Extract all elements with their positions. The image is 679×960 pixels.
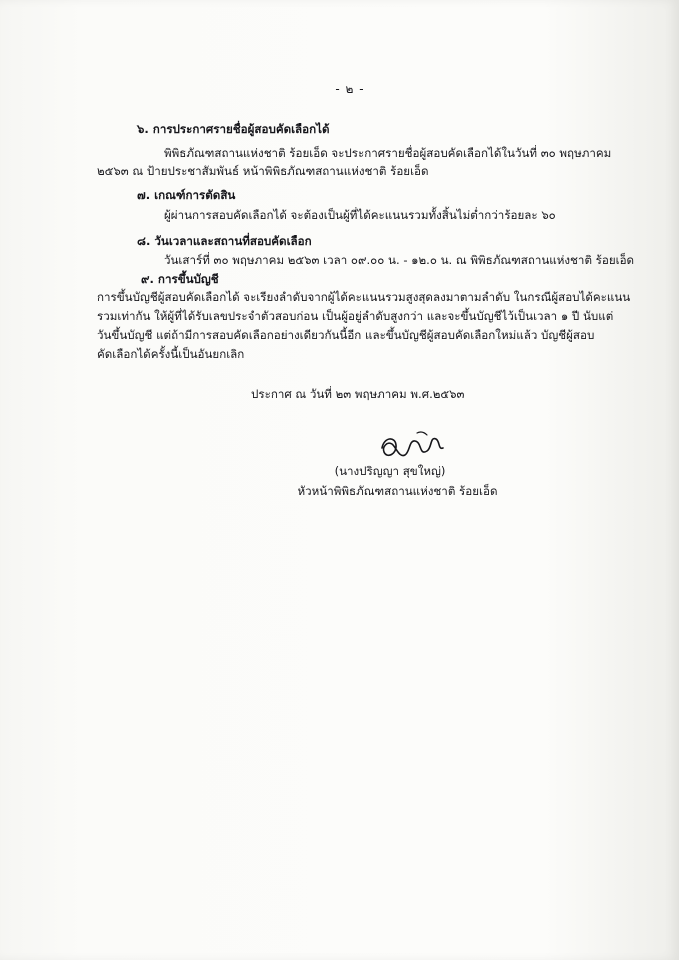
section-9-line-4: คัดเลือกได้ครั้งนี้เป็นอันยกเลิก xyxy=(97,347,245,361)
section-9-heading: ๙. การขึ้นบัญชี xyxy=(141,272,219,286)
announcement-date: ประกาศ ณ วันที่ ๒๓ พฤษภาคม พ.ศ.๒๕๖๓ xyxy=(251,387,465,401)
handwritten-signature xyxy=(372,423,452,465)
section-6-heading: ๖. การประกาศรายชื่อผู้สอบคัดเลือกได้ xyxy=(137,122,330,136)
section-7-heading: ๗. เกณฑ์การตัดสิน xyxy=(137,188,236,202)
section-9-line-3: วันขึ้นบัญชี แต่ถ้ามีการสอบคัดเลือกอย่างเดียวกันนี้อีก และขึ้นบัญชีผู้สอบคัดเลือกใหม่แล้ว บัญชีผู้สอบ xyxy=(97,328,595,342)
section-7-line-1: ผู้ผ่านการสอบคัดเลือกได้ จะต้องเป็นผู้ที่ได้คะแนนรวมทั้งสิ้นไม่ต่ำกว่าร้อยละ ๖๐ xyxy=(164,208,556,222)
section-8-heading: ๘. วันเวลาและสถานที่สอบคัดเลือก xyxy=(137,234,312,248)
section-6-line-1: พิพิธภัณฑสถานแห่งชาติ ร้อยเอ็ด จะประกาศรายชื่อผู้สอบคัดเลือกได้ในวันที่ ๓๐ พฤษภาคม xyxy=(164,146,612,160)
page-number: - ๒ - xyxy=(335,82,365,96)
signer-name: (นางปริญญา สุขใหญ่) xyxy=(334,464,446,478)
signer-title: หัวหน้าพิพิธภัณฑสถานแห่งชาติ ร้อยเอ็ด xyxy=(297,484,498,498)
section-6-line-2: ๒๕๖๓ ณ ป้ายประชาสัมพันธ์ หน้าพิพิธภัณฑสถานแห่งชาติ ร้อยเอ็ด xyxy=(97,164,429,178)
section-8-line-1: วันเสาร์ที่ ๓๐ พฤษภาคม ๒๕๖๓ เวลา ๐๙.๐๐ น. - ๑๒.๐ น. ณ พิพิธภัณฑสถานแห่งชาติ ร้อยเอ็ด xyxy=(164,253,635,267)
section-9-line-2: รวมเท่ากัน ให้ผู้ที่ได้รับเลขประจำตัวสอบก่อน เป็นผู้อยู่ลำดับสูงกว่า และจะขึ้นบัญชีไว้เป็นเวลา ๑ ปี นับแต่ xyxy=(97,309,614,323)
section-9-line-1: การขึ้นบัญชีผู้สอบคัดเลือกได้ จะเรียงลำดับจากผู้ได้คะแนนรวมสูงสุดลงมาตามลำดับ ในกรณีผู้สอบได้คะแนน xyxy=(97,290,631,304)
